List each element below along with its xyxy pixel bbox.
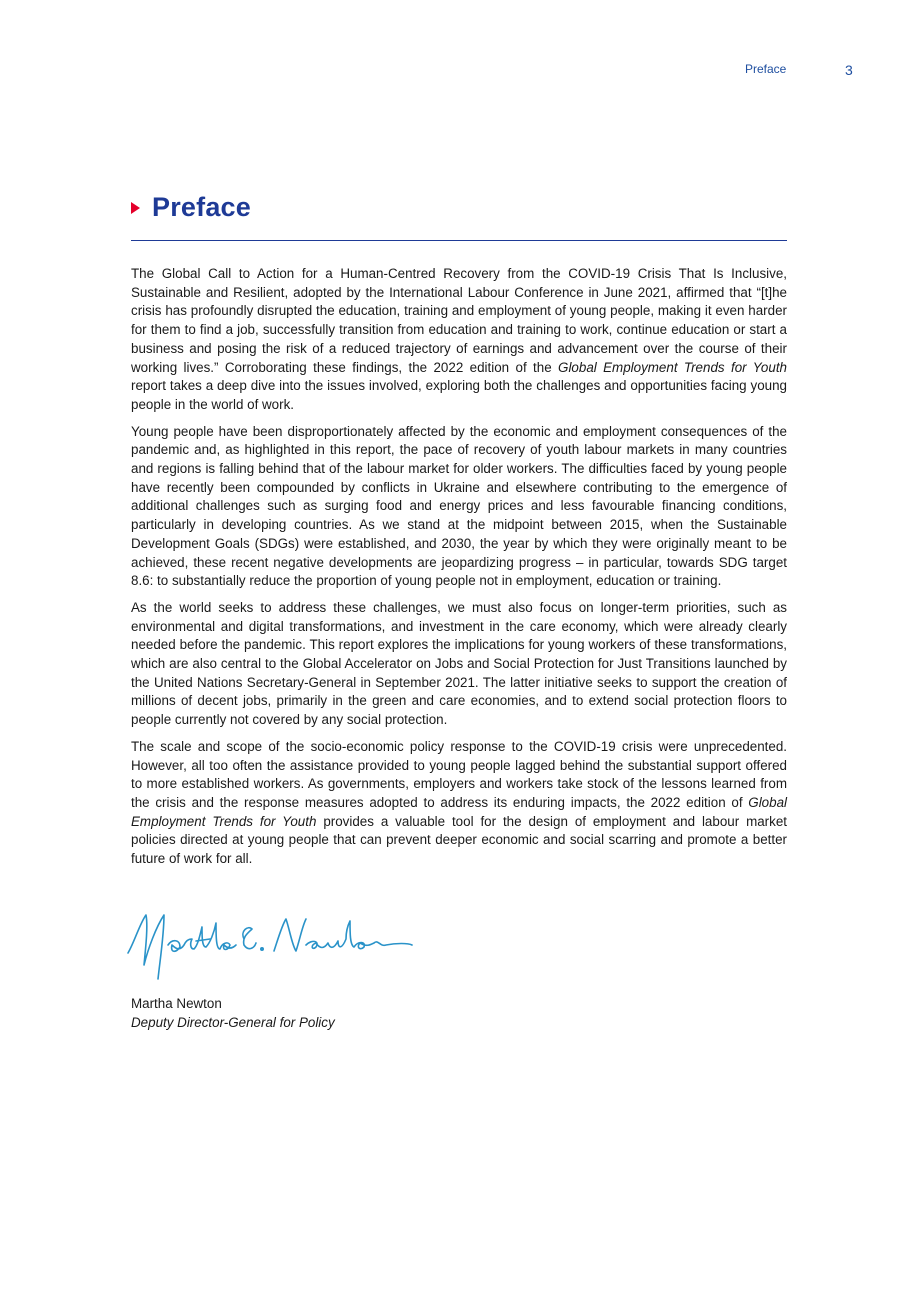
triangle-marker-icon (131, 202, 140, 214)
signer-name: Martha Newton (131, 996, 222, 1011)
running-head: Preface (745, 62, 787, 76)
page-number: 3 (845, 62, 853, 78)
body-text (131, 265, 787, 877)
text-run: As the world seeks to address these challenges, we must also focus on longer-term priorities, such as environmental and digital transformations, and investment in the care economy, which were already clearly needed before the pandemic. This report explores the implications for young workers of these transformations, which are also central to the Global Accelerator on Jobs and Social Protection for Just Transitions launched by the United Nations Secretary-General in September 2021. The latter initiative seeks to support the creation of millions of decent jobs, primarily in the green and care economies, and to extend social protection floors to people currently not covered by any social protection. (131, 599, 787, 728)
report-title-italic: Global Employment Trends for Youth (558, 359, 787, 375)
section-heading (131, 192, 251, 223)
paragraph (131, 265, 787, 415)
text-run: Young people have been disproportionately affected by the economic and employment consequences of the pandemic and, as highlighted in this report, the pace of recovery of youth labour markets in many countries and regions is falling behind that of the labour market for older workers. The difficulties faced by young people have recently been compounded by conflicts in Ukraine and elsewhere contributing to the emergence of additional challenges such as surging food and energy prices and less favourable financing conditions, particularly in developing countries. As we stand at the midpoint between 2015, when the Sustainable Development Goals (SDGs) were established, and 2030, the year by which they were originally meant to be achieved, these recent negative developments are jeopardizing progress – in particular, towards SDG target 8.6: to substantially reduce the proportion of young people not in employment, education or training. (131, 423, 787, 589)
page-title: Preface (152, 192, 251, 222)
report-title-italic: Global Employment Trends for Youth (131, 794, 787, 829)
heading-divider (131, 240, 787, 241)
text-run: The scale and scope of the socio-economic policy response to the COVID-19 crisis were unprecedented. However, all too often the assistance provided to young people lagged behind the substantial support offered to more established workers. As governments, employers and workers take stock of the lessons learned from the crisis and the response measures adopted to address its enduring impacts, the 2022 edition of (131, 738, 787, 810)
paragraph (131, 423, 787, 591)
signer-title: Deputy Director-General for Policy (131, 1015, 335, 1030)
text-run: provides a valuable tool for the design of employment and labour market policies directed at young people that can prevent deeper economic and social scarring and promote a better future of work for all. (131, 813, 787, 867)
text-run: The Global Call to Action for a Human-Centred Recovery from the COVID-19 Crisis That Is Inclusive, Sustainable and Resilient, adopted by the International Labour Conference in June 2021, affirmed that “[t]he crisis has profoundly disrupted the education, training and employment of young people, making it even harder for them to find a job, successfully transition from education and training to work, continue education or start a business and posing the risk of a reduced trajectory of earnings and advancement over the course of their working lives.” Corroborating these findings, the 2022 edition of the (131, 266, 787, 375)
text-run: report takes a deep dive into the issues involved, exploring both the challenges and opportunities facing young people in the world of work. (131, 378, 787, 412)
paragraph (131, 599, 787, 730)
handwritten-signature (124, 905, 414, 985)
paragraph (131, 738, 787, 869)
